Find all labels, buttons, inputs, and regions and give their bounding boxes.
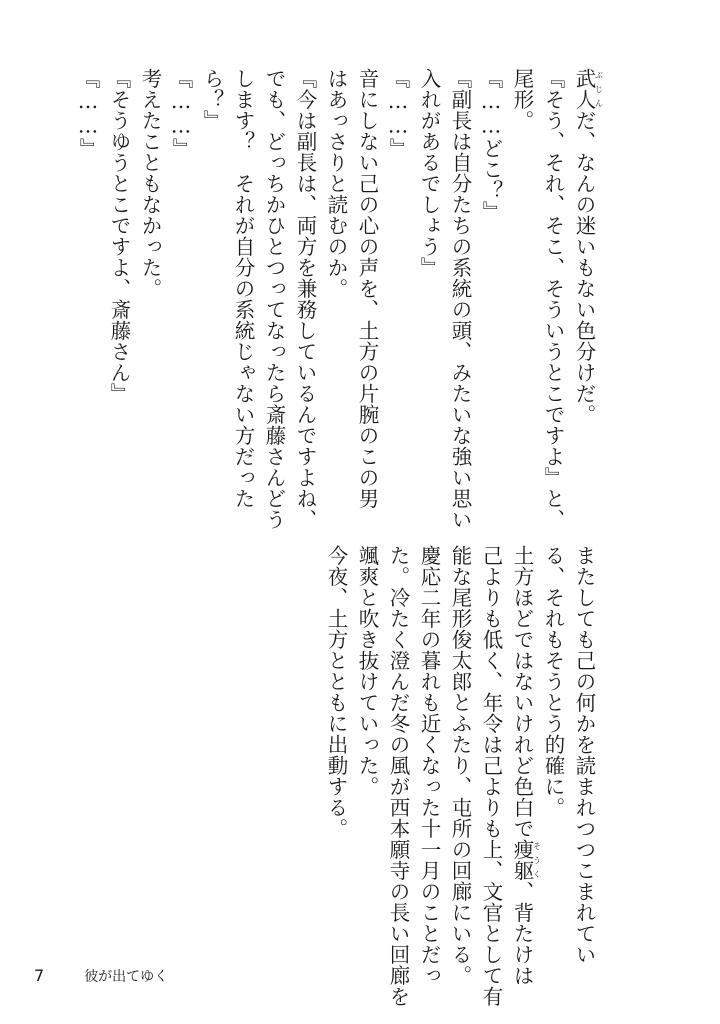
text-column: 音にしない己の心の声を、土方の片腕のこの男	[355, 68, 379, 509]
text-column	[568, 68, 603, 425]
text-column: 今夜、土方とともに出動する。	[324, 545, 348, 839]
page-footer	[34, 966, 168, 986]
text-column: またしても己の何かを読まれつつこまれてい	[572, 545, 596, 965]
text-column: 颯爽と吹き抜けていった。	[355, 545, 379, 797]
text-column: た。冷たく澄んだ冬の風が西本願寺の長い回廊を	[386, 545, 410, 1007]
text-column: 『今は副長は、両方を兼務しているんですよね、	[293, 68, 317, 530]
text-column: 『……』	[386, 68, 410, 159]
text-column: 『副長は自分たちの系統の頭、みたいな強い思い	[448, 68, 472, 530]
line-pre: 土方ほどではないけれど色白で	[510, 545, 534, 839]
text-column: 慶応二年の暮れも近くなった十一月のことだっ	[417, 545, 441, 986]
ruby-word: 痩躯そうく	[510, 839, 542, 881]
text-column: 『……』	[169, 68, 193, 159]
running-title: 彼が出てゆく	[84, 969, 169, 985]
line-post: だ、なんの迷いもない色分けだ。	[572, 110, 596, 425]
ruby-word: 武人ぶじん	[572, 68, 604, 110]
text-column: 己よりも低く、年令は己よりも上、文官として有	[479, 545, 503, 1007]
line-post: 、背たけは	[510, 881, 534, 986]
page-number: 7	[34, 966, 45, 985]
text-column: 『そう、それ、そこ、そういうとこですよ』と、	[541, 68, 565, 530]
text-column	[506, 545, 541, 986]
text-column: します？ それが自分の系統じゃない方だった	[231, 68, 255, 509]
text-column: 考えたこともなかった。	[138, 68, 162, 299]
text-column: はあっさりと読むのか。	[324, 68, 348, 299]
text-column: る、それもそうとう的確に。	[541, 545, 565, 818]
text-column: 『そうゆうとこですよ、斎藤さん』	[107, 68, 131, 404]
text-column: 『……』	[76, 68, 100, 159]
text-column: でも、どっちかひとつってなったら斎藤さんどう	[262, 68, 286, 530]
text-column: 尾形。	[510, 68, 534, 131]
text-column: 『……どこ？』	[479, 68, 503, 222]
text-column: 入れがあるでしょう』	[417, 68, 441, 278]
text-column: ら？』	[200, 68, 224, 131]
text-column: 能な尾形俊太郎とふたり、屯所の回廊にいる。	[448, 545, 472, 986]
